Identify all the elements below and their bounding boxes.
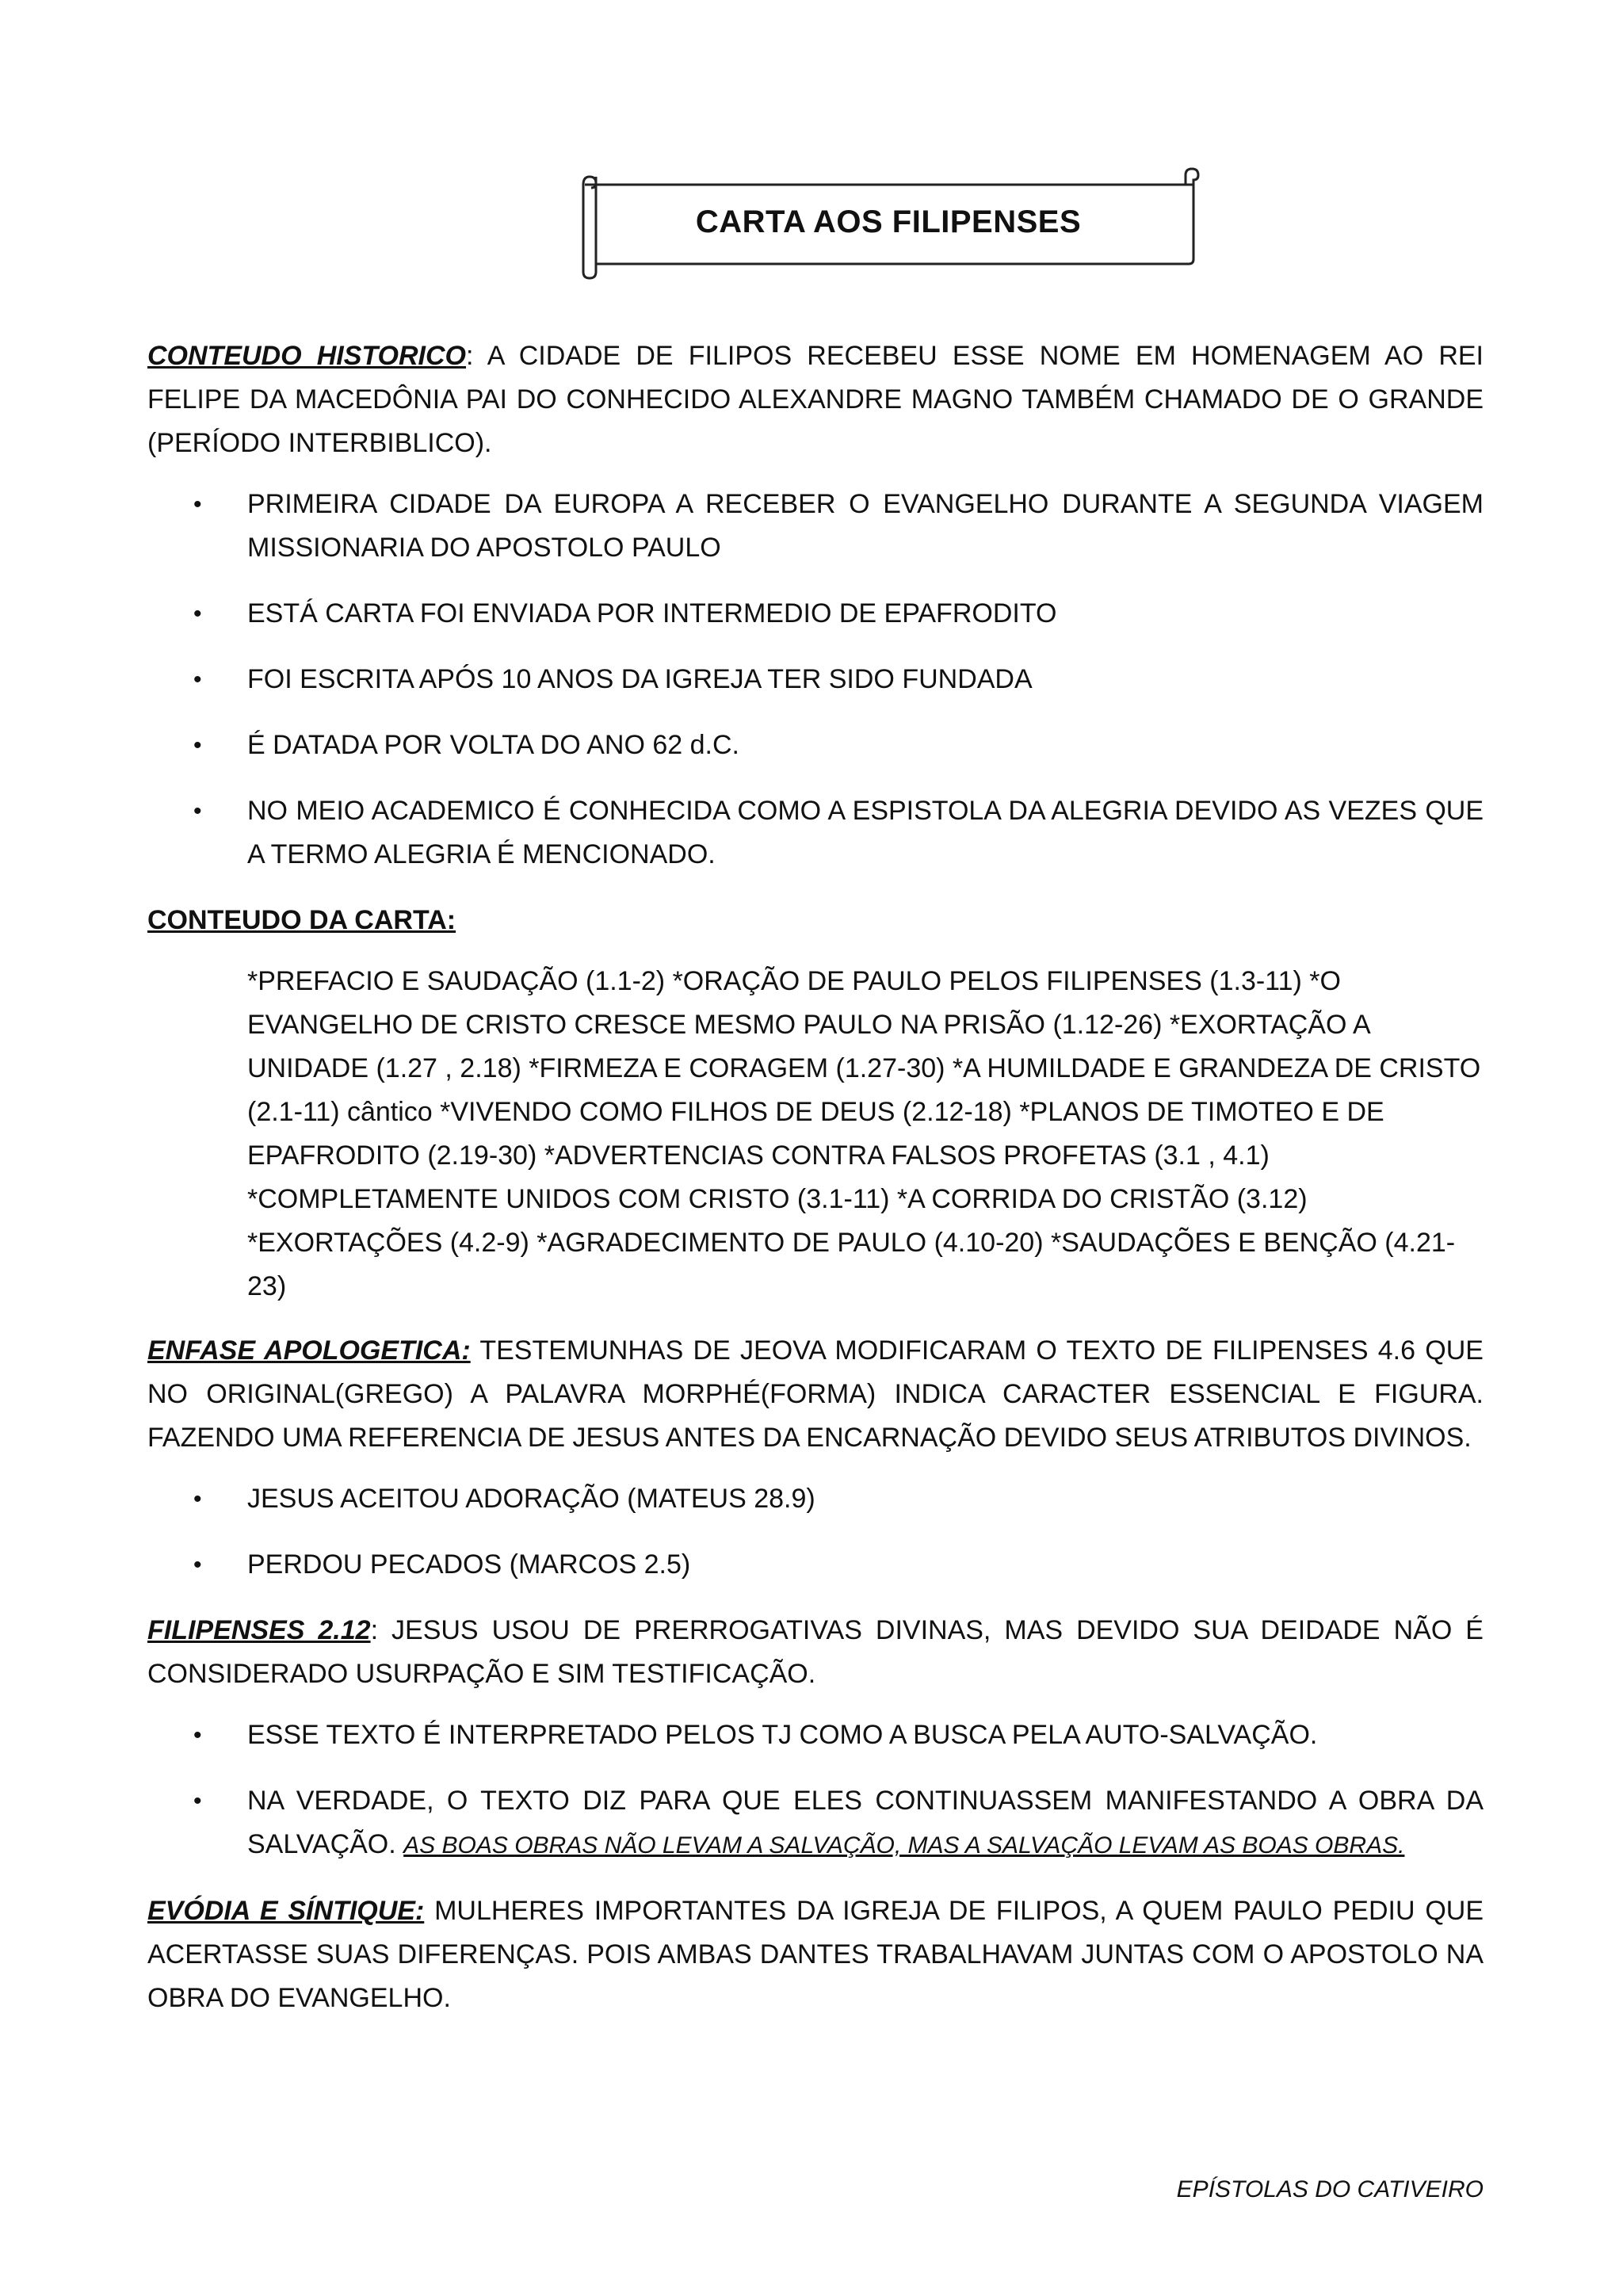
filipenses-paragraph: [147, 1609, 1484, 1696]
list-item-text: NO MEIO ACADEMICO É CONHECIDA COMO A ESPISTOLA DA ALEGRIA DEVIDO AS VEZES QUE A TERMO ALEGRIA É MENCIONADO.: [247, 796, 1484, 869]
list-item: [147, 483, 1484, 570]
filipenses-label: FILIPENSES 2.12: [147, 1615, 371, 1645]
apologetica-text: TESTEMUNHAS DE JEOVA MODIFICARAM O TEXTO DE FILIPENSES 4.6 QUE NO ORIGINAL(GREGO) A PALAVRA MORPHÉ(FORMA) INDICA CARACTER ESSENCIAL E FIGURA. FAZENDO UMA REFERENCIA DE JESUS ANTES DA ENCARNAÇÃO DEVIDO SEUS ATRIBUTOS DIVINOS.: [147, 1335, 1484, 1453]
apologetica-bullet-list: [147, 1477, 1484, 1587]
apologetica-label: ENFASE APOLOGETICA:: [147, 1335, 471, 1366]
list-item: [147, 1713, 1484, 1757]
list-item-text: ESTÁ CARTA FOI ENVIADA POR INTERMEDIO DE EPAFRODITO: [247, 598, 1057, 628]
list-item: [147, 592, 1484, 636]
evodia-paragraph: [147, 1889, 1484, 2020]
apologetica-paragraph: [147, 1329, 1484, 1460]
page-footer: EPÍSTOLAS DO CATIVEIRO: [1176, 2176, 1484, 2202]
list-item: [147, 658, 1484, 701]
bullet-icon: •: [193, 798, 202, 824]
evodia-label: EVÓDIA E SÍNTIQUE:: [147, 1896, 425, 1926]
list-item-text: NA VERDADE, O TEXTO DIZ PARA QUE ELES CONTINUASSEM MANIFESTANDO A OBRA DA SALVAÇÃO.: [247, 1786, 1484, 1859]
filipenses-text: : JESUS USOU DE PRERROGATIVAS DIVINAS, MAS DEVIDO SUA DEIDADE NÃO É CONSIDERADO USURPAÇÃO E SIM TESTIFICAÇÃO.: [147, 1615, 1484, 1689]
carta-content-text: *PREFACIO E SAUDAÇÃO (1.1-2) *ORAÇÃO DE PAULO PELOS FILIPENSES (1.3-11) *O EVANGELHO DE CRISTO CRESCE MESMO PAULO NA PRISÃO (1.12-26) *EXORTAÇÃO A UNIDADE (1.27 , 2.18) *FIRMEZA E CORAGEM (1.27-30) *A HUMILDADE E GRANDEZA DE CRISTO (2.1-11) cântico *VIVENDO COMO FILHOS DE DEUS (2.12-18) *PLANOS DE TIMOTEO E DE EPAFRODITO (2.19-30) *ADVERTENCIAS CONTRA FALSOS PROFETAS (3.1 , 4.1) *COMPLETAMENTE UNIDOS COM CRISTO (3.1-11) *A CORRIDA DO CRISTÃO (3.12) *EXORTAÇÕES (4.2-9) *AGRADECIMENTO DE PAULO (4.10-20) *SAUDAÇÕES E BENÇÃO (4.21-23): [247, 966, 1481, 1301]
list-item: [147, 1543, 1484, 1587]
bullet-icon: •: [193, 1552, 202, 1578]
list-item-text: ESSE TEXTO É INTERPRETADO PELOS TJ COMO A BUSCA PELA AUTO-SALVAÇÃO.: [247, 1720, 1318, 1750]
bullet-icon: •: [193, 1486, 202, 1512]
bullet-icon: •: [193, 1788, 202, 1814]
historico-paragraph: [147, 334, 1484, 465]
carta-label: CONTEUDO DA CARTA:: [147, 905, 456, 935]
page-title: CARTA AOS FILIPENSES: [695, 204, 1082, 239]
bullet-icon: •: [193, 1722, 202, 1748]
evodia-text: MULHERES IMPORTANTES DA IGREJA DE FILIPOS, A QUEM PAULO PEDIU QUE ACERTASSE SUAS DIFERENÇAS. POIS AMBAS DANTES TRABALHAVAM JUNTAS COM O APOSTOLO NA OBRA DO EVANGELHO.: [147, 1896, 1484, 2013]
list-item-text: FOI ESCRITA APÓS 10 ANOS DA IGREJA TER SIDO FUNDADA: [247, 664, 1033, 694]
list-item: [147, 1477, 1484, 1521]
bullet-icon: •: [193, 601, 202, 627]
list-item-text: JESUS ACEITOU ADORAÇÃO (MATEUS 28.9): [247, 1484, 815, 1514]
bullet-icon: •: [193, 667, 202, 693]
title-scroll-banner: [567, 162, 1209, 281]
bullet-icon: •: [193, 491, 202, 518]
document-page: [147, 0, 1484, 2296]
carta-heading-paragraph: [147, 899, 1484, 942]
list-item-text: É DATADA POR VOLTA DO ANO 62 d.C.: [247, 730, 739, 760]
filipenses-bullet-list: [147, 1713, 1484, 1867]
historico-label: CONTEUDO HISTORICO: [147, 341, 467, 371]
historico-bullet-list: [147, 483, 1484, 877]
emphasis-text: AS BOAS OBRAS NÃO LEVAM A SALVAÇÃO, MAS A SALVAÇÃO LEVAM AS BOAS OBRAS.: [403, 1832, 1405, 1859]
list-item-text: PRIMEIRA CIDADE DA EUROPA A RECEBER O EVANGELHO DURANTE A SEGUNDA VIAGEM MISSIONARIA DO APOSTOLO PAULO: [247, 489, 1484, 563]
list-item-text: PERDOU PECADOS (MARCOS 2.5): [247, 1549, 691, 1580]
list-item: [147, 724, 1484, 767]
historico-text: : A CIDADE DE FILIPOS RECEBEU ESSE NOME EM HOMENAGEM AO REI FELIPE DA MACEDÔNIA PAI DO CONHECIDO ALEXANDRE MAGNO TAMBÉM CHAMADO DE O GRANDE (PERÍODO INTERBIBLICO).: [147, 341, 1484, 458]
list-item: [147, 1779, 1484, 1867]
bullet-icon: •: [193, 732, 202, 758]
document-body: [147, 334, 1484, 2042]
list-item: [147, 789, 1484, 877]
